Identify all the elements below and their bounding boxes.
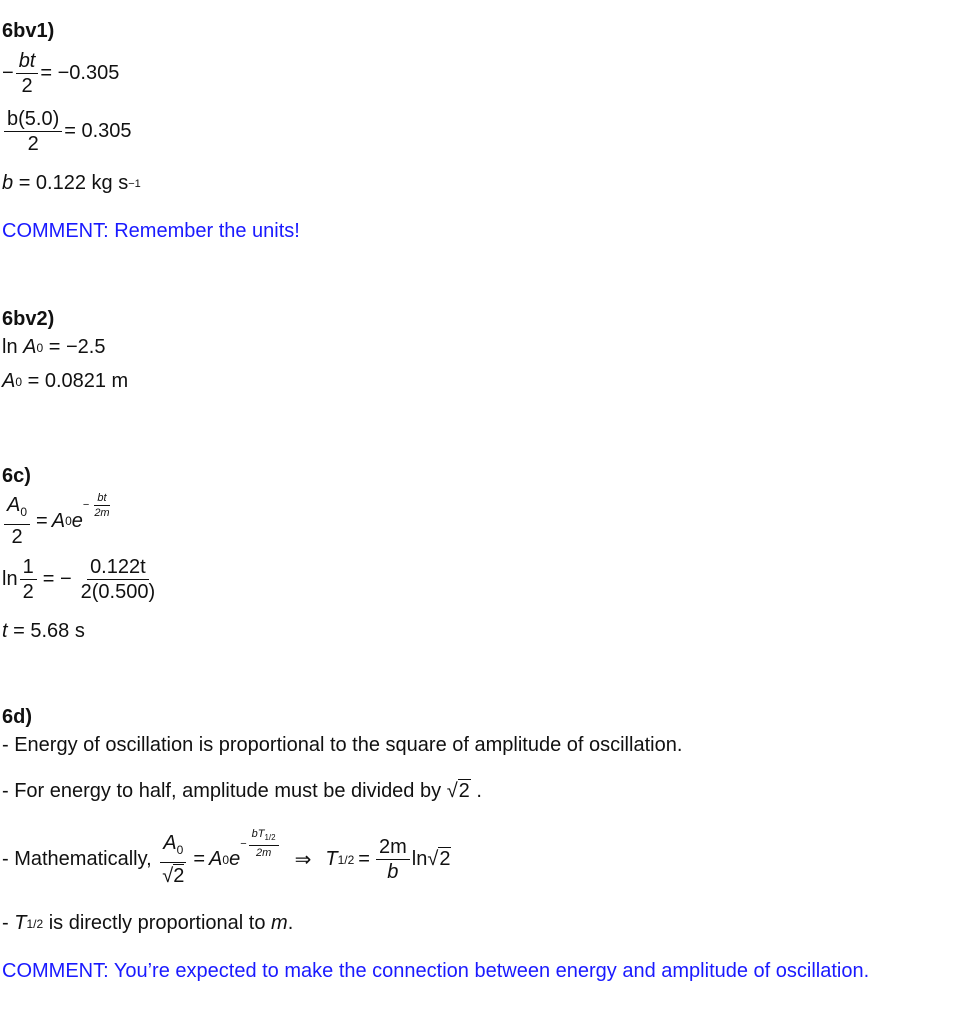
- denominator: 2: [21, 75, 33, 97]
- rhs: = −0.305: [40, 62, 120, 84]
- exponent: [240, 828, 280, 859]
- fraction: [4, 494, 30, 548]
- rhs: = 0.122 kg s: [18, 172, 129, 194]
- numerator: bt: [94, 492, 109, 506]
- equation-6bv2-2: [2, 370, 128, 393]
- text-line-1: - Energy of oscillation is proportional to the square of amplitude of oscillation.: [2, 734, 683, 756]
- equals: =: [358, 848, 370, 870]
- sqrt: √2: [427, 848, 451, 870]
- fraction: $\frac{A_0}{√2}$: [162, 832, 185, 887]
- fraction: [78, 556, 159, 603]
- equation-6bv1-2: [2, 108, 132, 155]
- text: - For energy to half, amplitude must be divided by: [2, 780, 442, 802]
- equation-6d: [2, 827, 451, 887]
- denominator: 2: [11, 526, 23, 548]
- heading-6d: 6d): [2, 706, 32, 728]
- fraction: [16, 50, 39, 97]
- equals: = −: [42, 568, 72, 590]
- var: A: [23, 336, 37, 358]
- numerator: bT: [251, 827, 265, 840]
- var: A: [51, 509, 66, 532]
- exponent: −1: [128, 177, 141, 190]
- subscript: 0: [20, 505, 28, 519]
- numerator: 1: [20, 556, 37, 580]
- subscript: 0: [176, 843, 184, 857]
- T: T: [325, 848, 338, 870]
- m: m: [271, 912, 288, 934]
- ln: ln: [2, 568, 18, 590]
- e: e: [71, 509, 83, 532]
- minus-sign: −: [2, 62, 14, 84]
- subscript: 1/2: [337, 852, 355, 867]
- equation-6bv2-1: [2, 336, 105, 359]
- rhs: = −2.5: [48, 336, 106, 358]
- radicand: 2: [458, 780, 470, 802]
- numerator: b(5.0): [4, 108, 62, 132]
- heading-6bv1: 6bv1): [2, 20, 55, 42]
- heading-6c: 6c): [2, 465, 31, 487]
- equals: =: [36, 509, 48, 532]
- equation-6c-3: [2, 620, 85, 643]
- denominator: 2: [22, 581, 34, 603]
- radicand: 2: [439, 848, 451, 870]
- period: .: [476, 780, 482, 802]
- var: A: [209, 848, 223, 870]
- lhs: b: [2, 172, 14, 194]
- exponent: [83, 492, 115, 519]
- rhs: = 0.0821 m: [27, 370, 129, 392]
- denominator: 2m: [255, 847, 272, 860]
- ln: ln: [2, 336, 18, 358]
- numerator: 0.122t: [87, 556, 149, 580]
- fraction: [20, 556, 37, 603]
- heading-6bv2: 6bv2): [2, 308, 55, 330]
- denominator: 2(0.500): [80, 581, 156, 603]
- var: A: [163, 832, 177, 854]
- fraction: [4, 108, 62, 155]
- comment-energy: COMMENT: You’re expected to make the connection between energy and amplitude of oscillation.: [2, 960, 870, 982]
- equation-6c-1: [2, 491, 115, 548]
- equation-6bv1-3: [2, 172, 141, 195]
- ln: ln: [411, 848, 428, 870]
- subscript: 0: [222, 852, 230, 867]
- period: .: [287, 912, 294, 934]
- subscript: 0: [65, 514, 72, 528]
- subscript: 0: [36, 340, 44, 355]
- text-line-2: [2, 780, 482, 803]
- T: T: [14, 912, 27, 934]
- var: A: [2, 370, 16, 392]
- denominator: 2: [27, 133, 39, 155]
- fraction: [376, 836, 410, 883]
- lhs: t: [2, 620, 8, 642]
- numerator: 2m: [376, 836, 410, 860]
- subscript: 1/2: [264, 833, 276, 843]
- minus: −: [240, 837, 247, 850]
- numerator: bt: [16, 50, 39, 74]
- denominator: 2m: [94, 506, 110, 519]
- rhs: = 5.68 s: [13, 620, 85, 642]
- equals: =: [193, 848, 206, 870]
- subscript: 0: [15, 374, 23, 389]
- text: is directly proportional to: [48, 912, 266, 934]
- dash: -: [2, 912, 9, 934]
- text-line-4: [2, 912, 293, 935]
- text: - Mathematically,: [2, 848, 152, 870]
- subscript: 1/2: [26, 916, 44, 931]
- implies-arrow: ⇒: [294, 849, 312, 871]
- sqrt: √2: [446, 780, 470, 802]
- radicand: 2: [173, 865, 185, 887]
- e: e: [229, 848, 241, 870]
- var: A: [7, 494, 21, 516]
- comment-units: COMMENT: Remember the units!: [2, 220, 300, 242]
- denominator: b: [387, 861, 399, 883]
- equation-6bv1-1: [2, 50, 119, 97]
- equation-6c-2: [2, 556, 160, 603]
- minus: −: [82, 499, 90, 511]
- rhs: = 0.305: [64, 120, 132, 142]
